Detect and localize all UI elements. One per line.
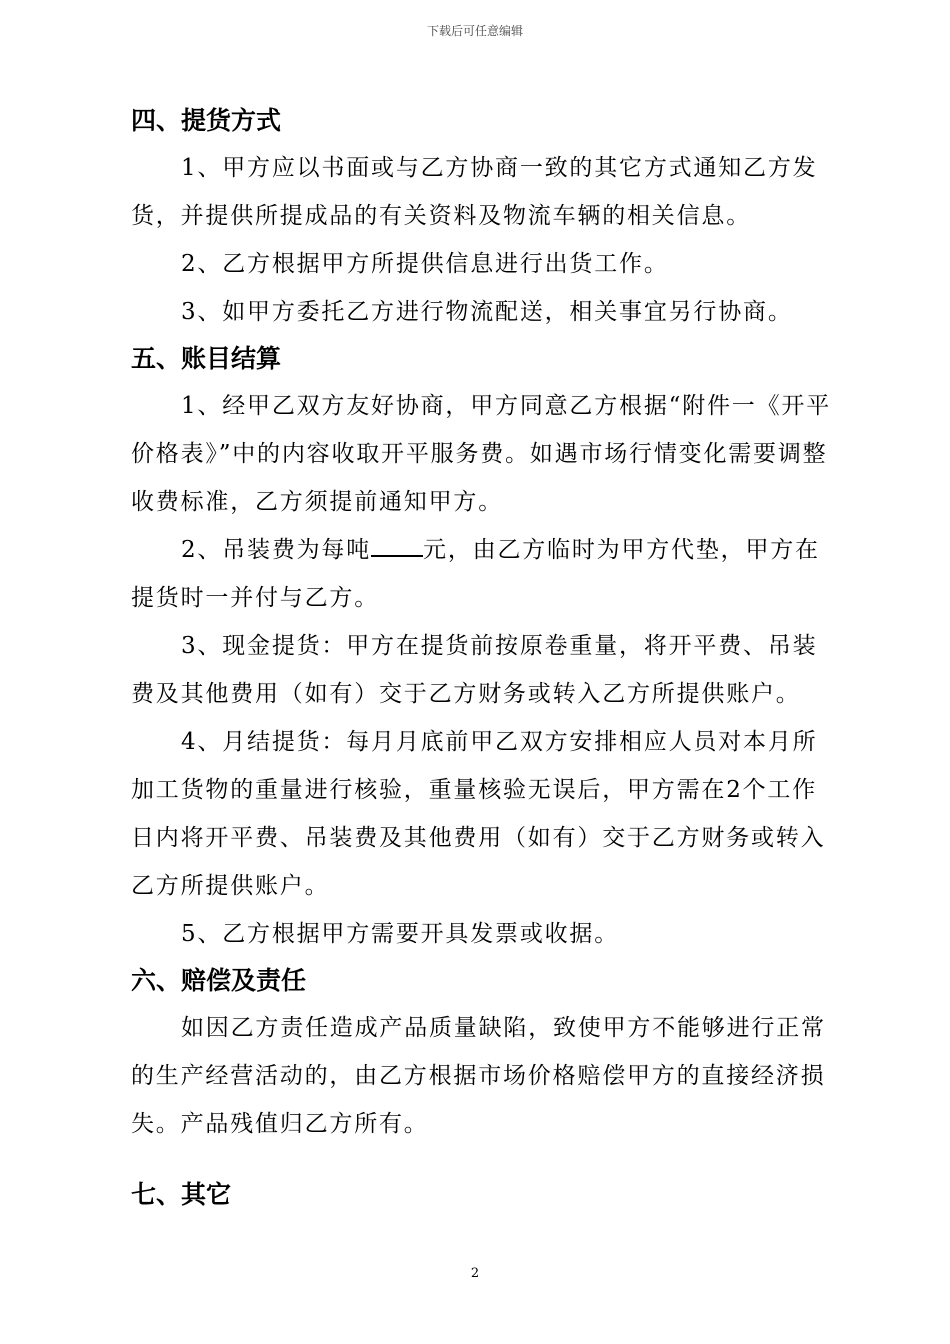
paragraph: 如因乙方责任造成产品质量缺陷，致使甲方不能够进行正常的生产经营活动的，由乙方根据市场价格赔偿甲方的直接经济损失。产品残值归乙方所有。 <box>131 1015 826 1137</box>
paragraph-text: 2、吊装费为每吨 <box>181 537 372 563</box>
paragraph: 4、月结提货：每月月底前甲乙双方安排相应人员对本月所加工货物的重量进行核验，重量核验无误后，甲方需在2个工作日内将开平费、吊装费及其他费用（如有）交于乙方财务或转入乙方所提供账户。 <box>131 729 826 899</box>
fill-in-blank <box>371 554 423 557</box>
page-number: 2 <box>470 1266 480 1281</box>
section-title-compensation: 六、赔偿及责任 <box>131 966 307 995</box>
document-body <box>131 98 831 1218</box>
paragraph: 5、乙方根据甲方需要开具发票或收据。 <box>181 921 620 947</box>
paragraph: 3、如甲方委托乙方进行物流配送，相关事宜另行协商。 <box>181 299 793 325</box>
section-title-pickup: 四、提货方式 <box>131 106 282 135</box>
paragraph: 2、乙方根据甲方所提供信息进行出货工作。 <box>181 251 669 277</box>
spacer <box>131 1148 831 1172</box>
paragraph: 3、现金提货：甲方在提货前按原卷重量，将开平费、吊装费及其他费用（如有）交于乙方财务或转入乙方所提供账户。 <box>131 633 818 707</box>
page-header: 下载后可任意编辑 <box>426 24 523 38</box>
paragraph-with-blank <box>131 526 831 622</box>
paragraph: 1、甲方应以书面或与乙方协商一致的其它方式通知乙方发货，并提供所提成品的有关资料及物流车辆的相关信息。 <box>131 155 818 229</box>
paragraph-text: 元，由乙方临时为甲方代垫，甲方在提货时一并付与乙方。 <box>131 537 820 611</box>
section-title-settlement: 五、账目结算 <box>131 344 282 373</box>
paragraph: 1、经甲乙双方友好协商，甲方同意乙方根据“附件一《开平价格表》”中的内容收取开平服务费。如遇市场行情变化需要调整收费标准，乙方须提前通知甲方。 <box>131 393 831 515</box>
section-title-other: 七、其它 <box>131 1180 232 1209</box>
